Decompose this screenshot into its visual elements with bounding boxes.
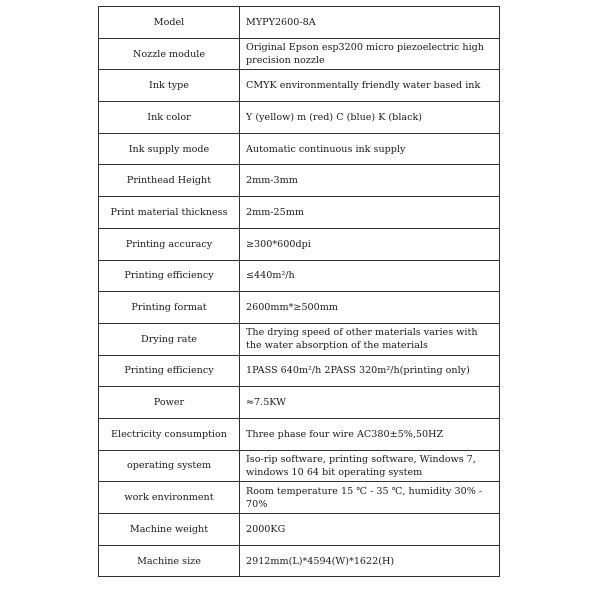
table-row xyxy=(99,197,500,229)
spec-value: 2mm-3mm xyxy=(240,165,500,197)
spec-label: Machine weight xyxy=(99,514,240,546)
spec-value: CMYK environmentally friendly water based ink xyxy=(240,70,500,102)
spec-label: Electricity consumption xyxy=(99,418,240,450)
spec-label: Ink type xyxy=(99,70,240,102)
table-row xyxy=(99,482,500,514)
spec-label: Printing efficiency xyxy=(99,260,240,292)
table-row xyxy=(99,450,500,482)
spec-label: Ink color xyxy=(99,102,240,134)
spec-label: Machine size xyxy=(99,545,240,577)
spec-value: MYPY2600-8A xyxy=(240,7,500,39)
spec-table xyxy=(98,6,500,577)
spec-label: Printing format xyxy=(99,292,240,324)
spec-label: Nozzle module xyxy=(99,38,240,70)
spec-label: Printhead Height xyxy=(99,165,240,197)
spec-value: The drying speed of other materials varies with the water absorption of the materials xyxy=(240,323,500,355)
spec-value: Three phase four wire AC380±5%,50HZ xyxy=(240,418,500,450)
table-row xyxy=(99,514,500,546)
table-row xyxy=(99,323,500,355)
table-row xyxy=(99,355,500,387)
table-row xyxy=(99,7,500,39)
spec-label: Power xyxy=(99,387,240,419)
table-row xyxy=(99,545,500,577)
spec-label: Printing accuracy xyxy=(99,228,240,260)
spec-value: 2mm-25mm xyxy=(240,197,500,229)
spec-label: operating system xyxy=(99,450,240,482)
spec-label: Print material thickness xyxy=(99,197,240,229)
spec-value: ≤440m²/h xyxy=(240,260,500,292)
spec-label: Ink supply mode xyxy=(99,133,240,165)
spec-value: 2912mm(L)*4594(W)*1622(H) xyxy=(240,545,500,577)
spec-value: Original Epson esp3200 micro piezoelectric high precision nozzle xyxy=(240,38,500,70)
spec-value: 2000KG xyxy=(240,514,500,546)
spec-value: ≈7.5KW xyxy=(240,387,500,419)
table-row xyxy=(99,70,500,102)
table-row xyxy=(99,260,500,292)
spec-label: Printing efficiency xyxy=(99,355,240,387)
table-row xyxy=(99,418,500,450)
table-row xyxy=(99,228,500,260)
spec-value: Room temperature 15 ℃ - 35 ℃, humidity 30% - 70% xyxy=(240,482,500,514)
table-row xyxy=(99,102,500,134)
spec-value: 2600mm*≥500mm xyxy=(240,292,500,324)
table-row xyxy=(99,165,500,197)
spec-value: ≥300*600dpi xyxy=(240,228,500,260)
table-row xyxy=(99,38,500,70)
spec-value: 1PASS 640m²/h 2PASS 320m²/h(printing only) xyxy=(240,355,500,387)
spec-value: Y (yellow) m (red) C (blue) K (black) xyxy=(240,102,500,134)
spec-label: work environment xyxy=(99,482,240,514)
spec-value: Iso-rip software, printing software, Windows 7, windows 10 64 bit operating system xyxy=(240,450,500,482)
table-row xyxy=(99,133,500,165)
spec-label: Model xyxy=(99,7,240,39)
spec-value: Automatic continuous ink supply xyxy=(240,133,500,165)
spec-label: Drying rate xyxy=(99,323,240,355)
table-row xyxy=(99,387,500,419)
table-row xyxy=(99,292,500,324)
